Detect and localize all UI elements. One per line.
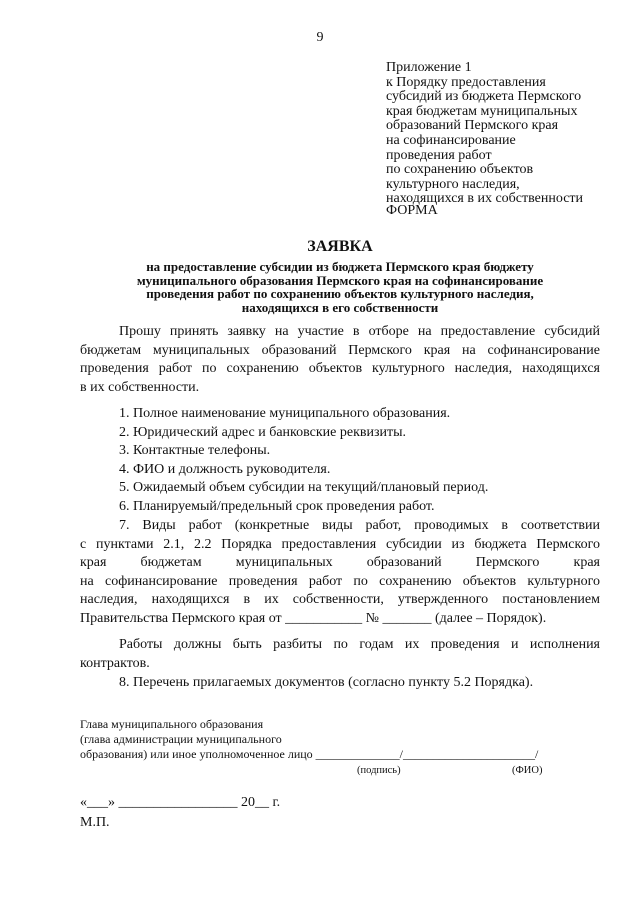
list-item: 6. Планируемый/предельный срок проведения работ. bbox=[119, 498, 435, 514]
document-title: ЗАЯВКА bbox=[307, 238, 373, 255]
works-paragraph bbox=[80, 636, 600, 673]
appendix-line: по сохранению объектов bbox=[386, 162, 534, 178]
list-item: 5. Ожидаемый объем субсидии на текущий/плановый период. bbox=[119, 480, 489, 496]
item-7-line: 7. Виды работ (конкретные виды работ, проводимых в соответствии bbox=[119, 518, 600, 533]
intro-line: бюджетам муниципальных образований Пермского края на софинансирование bbox=[80, 342, 600, 358]
list-item: 4. ФИО и должность руководителя. bbox=[119, 461, 331, 477]
signature-line: образования) или иное уполномоченное лицо ______________/______________________/ bbox=[80, 747, 539, 761]
intro-line: в их собственности. bbox=[80, 379, 200, 395]
item-7-line: на софинансирование проведения работ по сохранению объектов культурного bbox=[80, 573, 600, 589]
appendix-line: на софинансирование bbox=[386, 132, 516, 148]
appendix-line: образований Пермского края bbox=[386, 118, 559, 134]
appendix-line: находящихся в их собственности bbox=[386, 191, 584, 207]
intro-line: проведения работ по сохранению объектов культурного наследия, находящихся bbox=[80, 361, 600, 377]
intro-paragraph bbox=[80, 323, 600, 397]
list-item: 2. Юридический адрес и банковские реквизиты. bbox=[119, 424, 407, 440]
subtitle-line: проведения работ по сохранению объектов культурного наследия, bbox=[146, 286, 534, 302]
list-item: 3. Контактные телефоны. bbox=[119, 443, 271, 459]
subtitle-line: муниципального образования Пермского края на софинансирование bbox=[136, 272, 544, 288]
appendix-line: субсидий из бюджета Пермского bbox=[386, 89, 582, 105]
item-7-line: с пунктами 2.1, 2.2 Порядка предоставления субсидии из бюджета Пермского bbox=[80, 536, 600, 552]
works-line: Работы должны быть разбиты по годам их проведения и исполнения bbox=[119, 637, 600, 652]
stamp-label: М.П. bbox=[80, 815, 110, 830]
date-line: «___» _________________ 20__ г. bbox=[80, 795, 281, 810]
appendix-line: края бюджетам муниципальных bbox=[386, 103, 578, 119]
item-7-paragraph bbox=[80, 517, 600, 629]
appendix-block bbox=[386, 61, 626, 207]
appendix-line: Приложение 1 bbox=[386, 60, 472, 75]
document-subtitle bbox=[80, 260, 600, 314]
page-number: 9 bbox=[316, 30, 324, 45]
intro-line: Прошу принять заявку на участие в отборе на предоставление субсидий bbox=[119, 324, 600, 339]
form-label: ФОРМА bbox=[386, 203, 438, 218]
item-8-paragraph bbox=[80, 674, 600, 693]
appendix-line: к Порядку предоставления bbox=[386, 74, 546, 90]
item-7-line: наследия, находящихся в их собственности, утвержденного постановлением bbox=[80, 592, 600, 608]
name-caption: (ФИО) bbox=[512, 765, 543, 776]
signature-block bbox=[80, 717, 600, 762]
item-8-line: 8. Перечень прилагаемых документов (согласно пункту 5.2 Порядка). bbox=[119, 675, 534, 690]
signature-line: (глава администрации муниципального bbox=[80, 732, 282, 746]
items-list bbox=[80, 405, 600, 517]
works-line: контрактов. bbox=[80, 655, 150, 671]
subtitle-line: находящихся в его собственности bbox=[241, 299, 439, 315]
appendix-line: проведения работ bbox=[386, 147, 492, 163]
item-7-line: края бюджетам муниципальных образований Пермского края bbox=[80, 555, 600, 571]
subtitle-line: на предоставление субсидии из бюджета Пермского края бюджету bbox=[146, 259, 534, 274]
list-item: 1. Полное наименование муниципального образования. bbox=[119, 406, 451, 421]
item-7-line: Правительства Пермского края от ___________ № _______ (далее – Порядок). bbox=[80, 610, 547, 626]
signature-line: Глава муниципального образования bbox=[80, 717, 264, 731]
signature-caption: (подпись) bbox=[357, 765, 401, 776]
appendix-line: культурного наследия, bbox=[386, 176, 520, 192]
